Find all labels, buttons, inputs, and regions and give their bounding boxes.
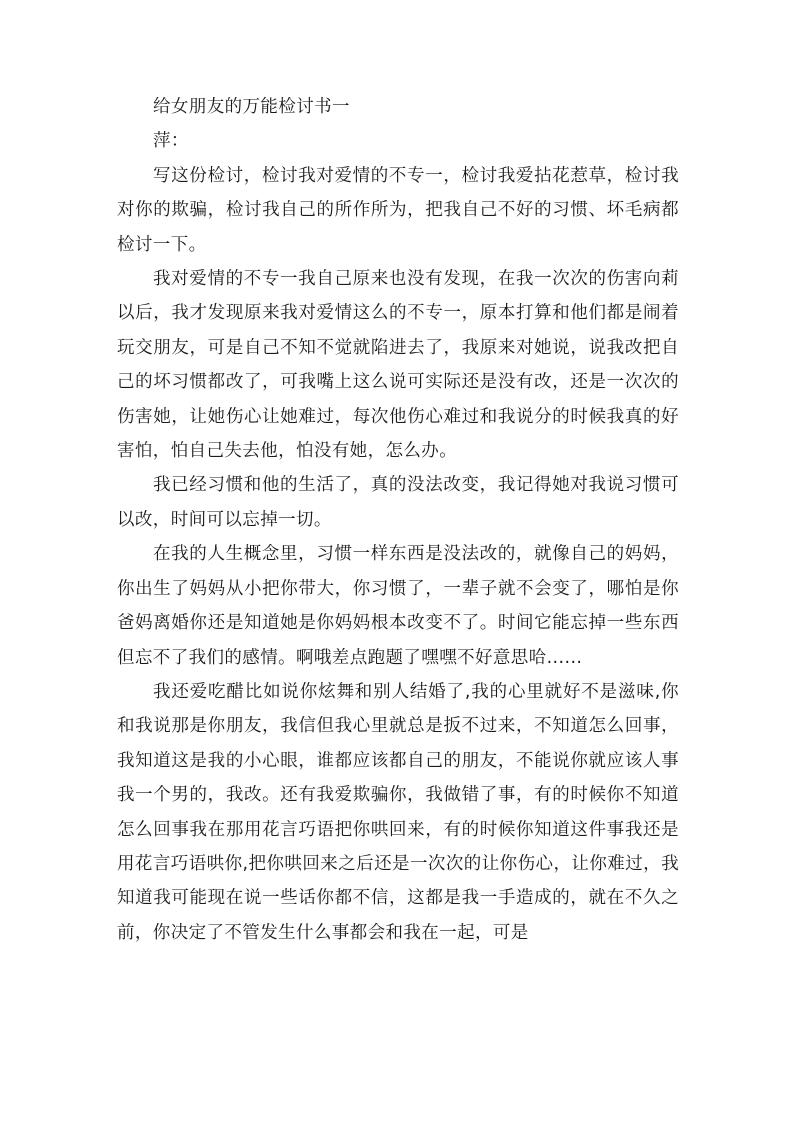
paragraph: 我已经习惯和他的生活了，真的没法改变，我记得她对我说习惯可以改，时间可以忘掉一切。 bbox=[117, 475, 679, 530]
document-title: 给女朋友的万能检讨书一 bbox=[153, 97, 350, 117]
paragraph: 我对爱情的不专一我自己原来也没有发现，在我一次次的伤害向莉以后，我才发现原来我对爱情这么的不专一，原本打算和他们都是闹着玩交朋友，可是自己不知不觉就陷进去了，我原来对她说，说我改把自己的坏习惯都改了，可我嘴上这么说可实际还是没有改，还是一次次的伤害她，让她伤心让她难过，每次他伤心难过和我说分的时候我真的好害怕，怕自己失去他，怕没有她，怎么办。 bbox=[117, 269, 679, 462]
paragraph: 在我的人生概念里，习惯一样东西是没法改的，就像自己的妈妈，你出生了妈妈从小把你带大，你习惯了，一辈子就不会变了，哪怕是你爸妈离婚你还是知道她是你妈妈根本改变不了。时间它能忘掉一些东西但忘不了我们的感情。啊哦差点跑题了嘿嘿不好意思哈...... bbox=[117, 544, 679, 668]
paragraph: 我还爱吃醋比如说你炫舞和别人结婚了,我的心里就好不是滋味,你和我说那是你朋友，我信但我心里就总是扳不过来，不知道怎么回事，我知道这是我的小心眼，谁都应该都自己的朋友，不能说你就应该人事我一个男的，我改。还有我爱欺骗你，我做错了事，有的时候你不知道怎么回事我在那用花言巧语把你哄回来，有的时候你知道这件事我还是用花言巧语哄你,把你哄回来之后还是一次次的让你伤心，让你难过，我知道我可能现在说一些话你都不信，这都是我一手造成的，就在不久之前，你决定了不管发生什么事都会和我在一起，可是 bbox=[117, 681, 679, 943]
paragraph: 写这份检讨，检讨我对爱情的不专一，检讨我爱拈花惹草，检讨我对你的欺骗，检讨我自己的所作所为，把我自己不好的习惯、坏毛病都检讨一下。 bbox=[117, 165, 679, 255]
salutation: 萍： bbox=[153, 131, 189, 152]
document-body bbox=[117, 90, 679, 950]
